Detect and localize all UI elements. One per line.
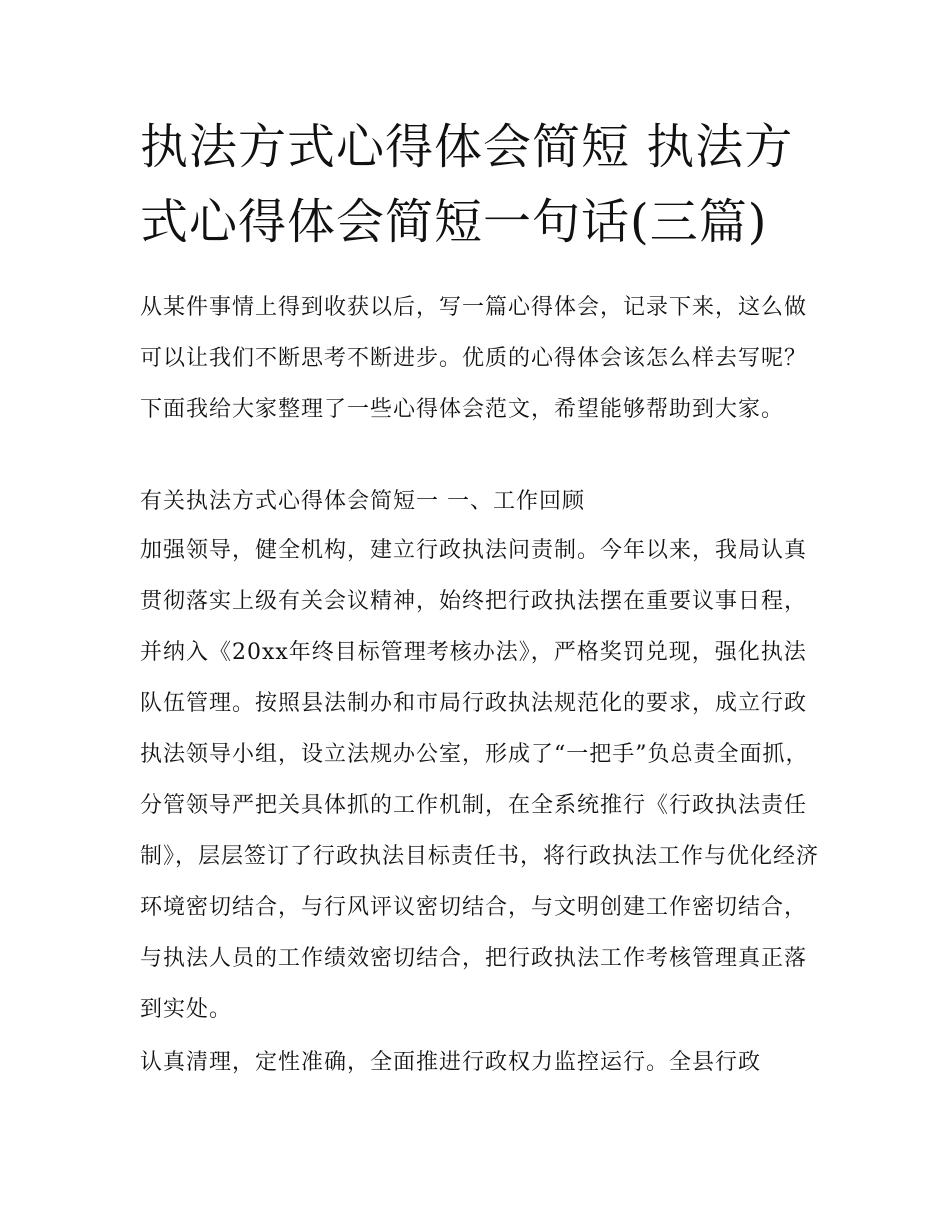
section-heading: 有关执法方式心得体会简短一 一、工作回顾 (140, 489, 585, 514)
body-paragraph-2: 认真清理，定性准确，全面推进行政权力监控运行。全县行政 (140, 1050, 762, 1075)
document-title: 执法方式心得体会简短 执法方式心得体会简短一句话(三篇) (140, 119, 794, 250)
body-paragraph-1: 加强领导，健全机构，建立行政执法问责制。今年以来，我局认真贯彻落实上级有关会议精神，始终把行政执法摆在重要议事日程，并纳入《20xx年终目标管理考核办法》，严格奖罚兑现，强化执法队伍管理。按照县法制办和市局行政执法规范化的要求，成立行政执法领导小组，设立法规办公室，形成了“一把手”负总责全面抓，分管领导严把关具体抓的工作机制，在全系统推行《行政执法责任制》，层层签订了行政执法目标责任书，将行政执法工作与优化经济环境密切结合，与行风评议密切结合，与文明创建工作密切结合，与执法人员的工作绩效密切结合，把行政执法工作考核管理真正落到实处。 (140, 538, 820, 1022)
intro-paragraph: 从某件事情上得到收获以后，写一篇心得体会，记录下来，这么做可以让我们不断思考不断进步。优质的心得体会该怎么样去写呢？下面我给大家整理了一些心得体会范文，希望能够帮助到大家。 (140, 295, 808, 422)
